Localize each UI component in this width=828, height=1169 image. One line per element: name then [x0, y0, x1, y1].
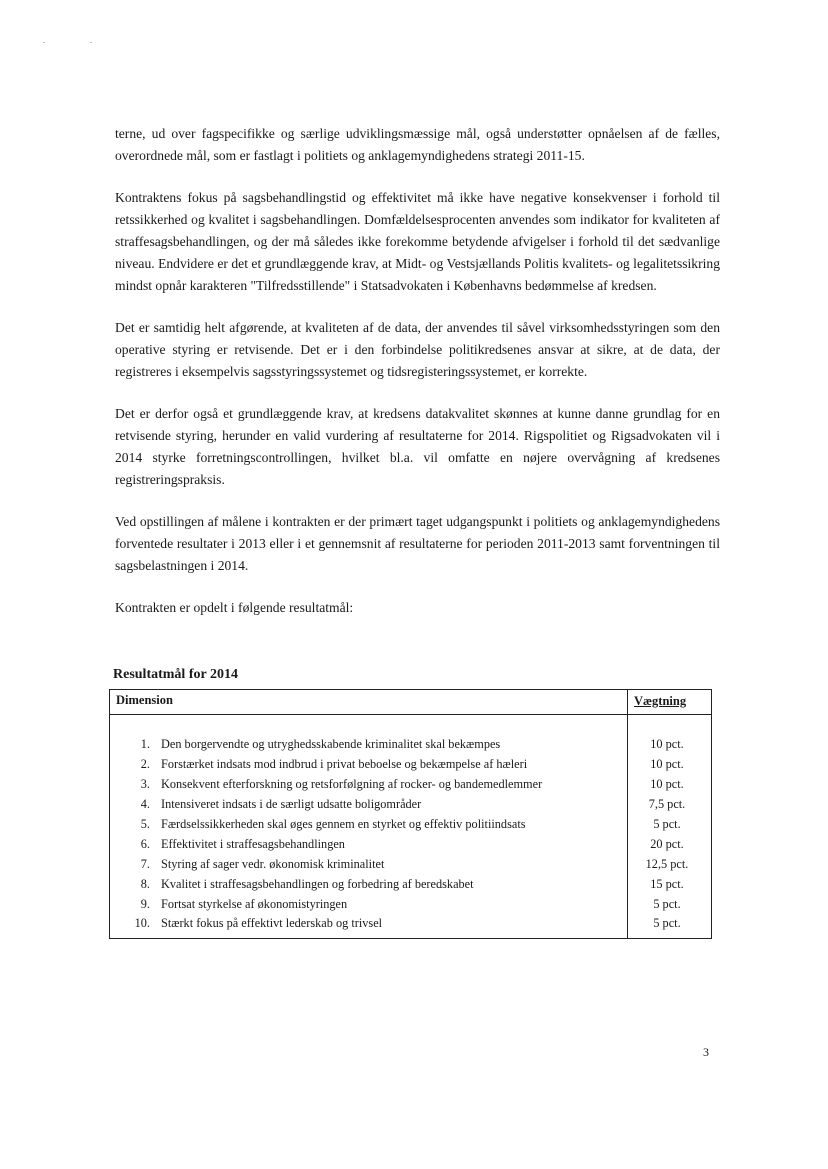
table-row — [110, 857, 711, 877]
row-dimension: Kvalitet i straffesagsbehandlingen og forbedring af beredskabet — [161, 877, 474, 891]
table-header — [110, 690, 711, 715]
row-weight: 10 pct. — [650, 777, 684, 791]
body-text — [115, 123, 720, 619]
table-row — [110, 797, 711, 817]
row-weight: 7,5 pct. — [648, 797, 686, 811]
paragraph-5: Ved opstillingen af målene i kontrakten er der primært taget udgangspunkt i politiets og anklagemyndighedens forventede resultater i 2013 eller i et gennemsnit af resultaterne for perioden 2011-2013 samt forventningen til sagsbelastningen i 2014. — [115, 514, 720, 573]
row-weight: 5 pct. — [653, 916, 681, 930]
table-row — [110, 897, 711, 917]
row-dimension: Styring af sager vedr. økonomisk kriminalitet — [161, 857, 385, 871]
row-dimension: Færdselssikkerheden skal øges gennem en styrket og effektiv politiindsats — [161, 817, 526, 831]
row-dimension: Stærkt fokus på effektivt lederskab og trivsel — [161, 916, 383, 930]
row-weight: 10 pct. — [650, 737, 684, 751]
row-weight: 10 pct. — [650, 757, 684, 771]
row-number: 3. — [140, 777, 150, 791]
paragraph-6: Kontrakten er opdelt i følgende resultatmål: — [115, 600, 354, 615]
column-header-dimension: Dimension — [116, 693, 173, 707]
row-weight: 5 pct. — [653, 897, 681, 911]
section-heading: Resultatmål for 2014 — [113, 667, 238, 682]
table-row — [110, 877, 711, 897]
row-number: 6. — [140, 837, 150, 851]
paragraph-4: Det er derfor også et grundlæggende krav, at kredsens datakvalitet skønnes at kunne danne grundlag for en retvisende styring, herunder en valid vurdering af resultaterne for 2014. Rigspolitiet og Rigsadvokaten vil i 2014 styrke forretningscontrollingen, hvilket bl.a. vil omfatte en nøjere overvågning af kredsenes registreringspraksis. — [115, 406, 720, 487]
row-number: 10. — [134, 916, 150, 930]
table-row — [110, 757, 711, 777]
row-weight: 5 pct. — [653, 817, 681, 831]
row-dimension: Intensiveret indsats i de særligt udsatte boligområder — [161, 797, 422, 811]
table-row — [110, 777, 711, 797]
page-number: 3 — [703, 1045, 709, 1059]
paragraph-2: Kontraktens fokus på sagsbehandlingstid og effektivitet må ikke have negative konsekvenser i forhold til retssikkerhed og kvalitet i sagsbehandlingen. Domfældelsesprocenten anvendes som indikator for kvaliteten af straffesagsbehandlingen, og der må således ikke forekomme betydende afvigelser i forhold til det sædvanlige niveau. Endvidere er det et grundlæggende krav, at Midt- og Vestsjællands Politis kvalitets- og legalitetssikring mindst opnår karakteren "Tilfredsstillende" i Statsadvokaten i Københavns bedømmelse af kredsen. — [115, 190, 720, 293]
row-number: 8. — [140, 877, 150, 891]
row-number: 1. — [140, 737, 150, 751]
paragraph-3: Det er samtidig helt afgørende, at kvaliteten af de data, der anvendes til såvel virksomhedsstyringen som den operative styring er retvisende. Det er i den forbindelse politikredsenes ansvar at sikre, at de data, der registreres i eksempelvis sagsstyringssystemet og tidsregisteringssystemet, er korrekte. — [115, 320, 720, 379]
row-number: 4. — [140, 797, 150, 811]
results-table — [109, 689, 712, 939]
row-dimension: Konsekvent efterforskning og retsforfølgning af rocker- og bandemedlemmer — [161, 777, 543, 791]
row-number: 9. — [140, 897, 150, 911]
table-row — [110, 817, 711, 837]
column-header-weight: Vægtning — [634, 694, 687, 708]
table-row — [110, 916, 711, 936]
table-row — [110, 837, 711, 857]
row-dimension: Effektivitet i straffesagsbehandlingen — [161, 837, 345, 851]
row-weight: 20 pct. — [650, 837, 684, 851]
row-dimension: Den borgervendte og utryghedsskabende kriminalitet skal bekæmpes — [161, 737, 501, 751]
row-number: 2. — [140, 757, 150, 771]
row-weight: 15 pct. — [650, 877, 684, 891]
row-number: 7. — [140, 857, 150, 871]
scan-speck — [90, 42, 92, 43]
paragraph-1: terne, ud over fagspecifikke og særlige udviklingsmæssige mål, også understøtter opnåelsen af de fælles, overordnede mål, som er fastlagt i politiets og anklagemyndighedens strategi 2011-15. — [115, 126, 720, 163]
row-number: 5. — [140, 817, 150, 831]
scan-speck — [43, 42, 45, 43]
row-dimension: Forstærket indsats mod indbrud i privat beboelse og bekæmpelse af hæleri — [161, 757, 528, 771]
table-row — [110, 737, 711, 757]
row-weight: 12,5 pct. — [645, 857, 689, 871]
row-dimension: Fortsat styrkelse af økonomistyringen — [161, 897, 348, 911]
